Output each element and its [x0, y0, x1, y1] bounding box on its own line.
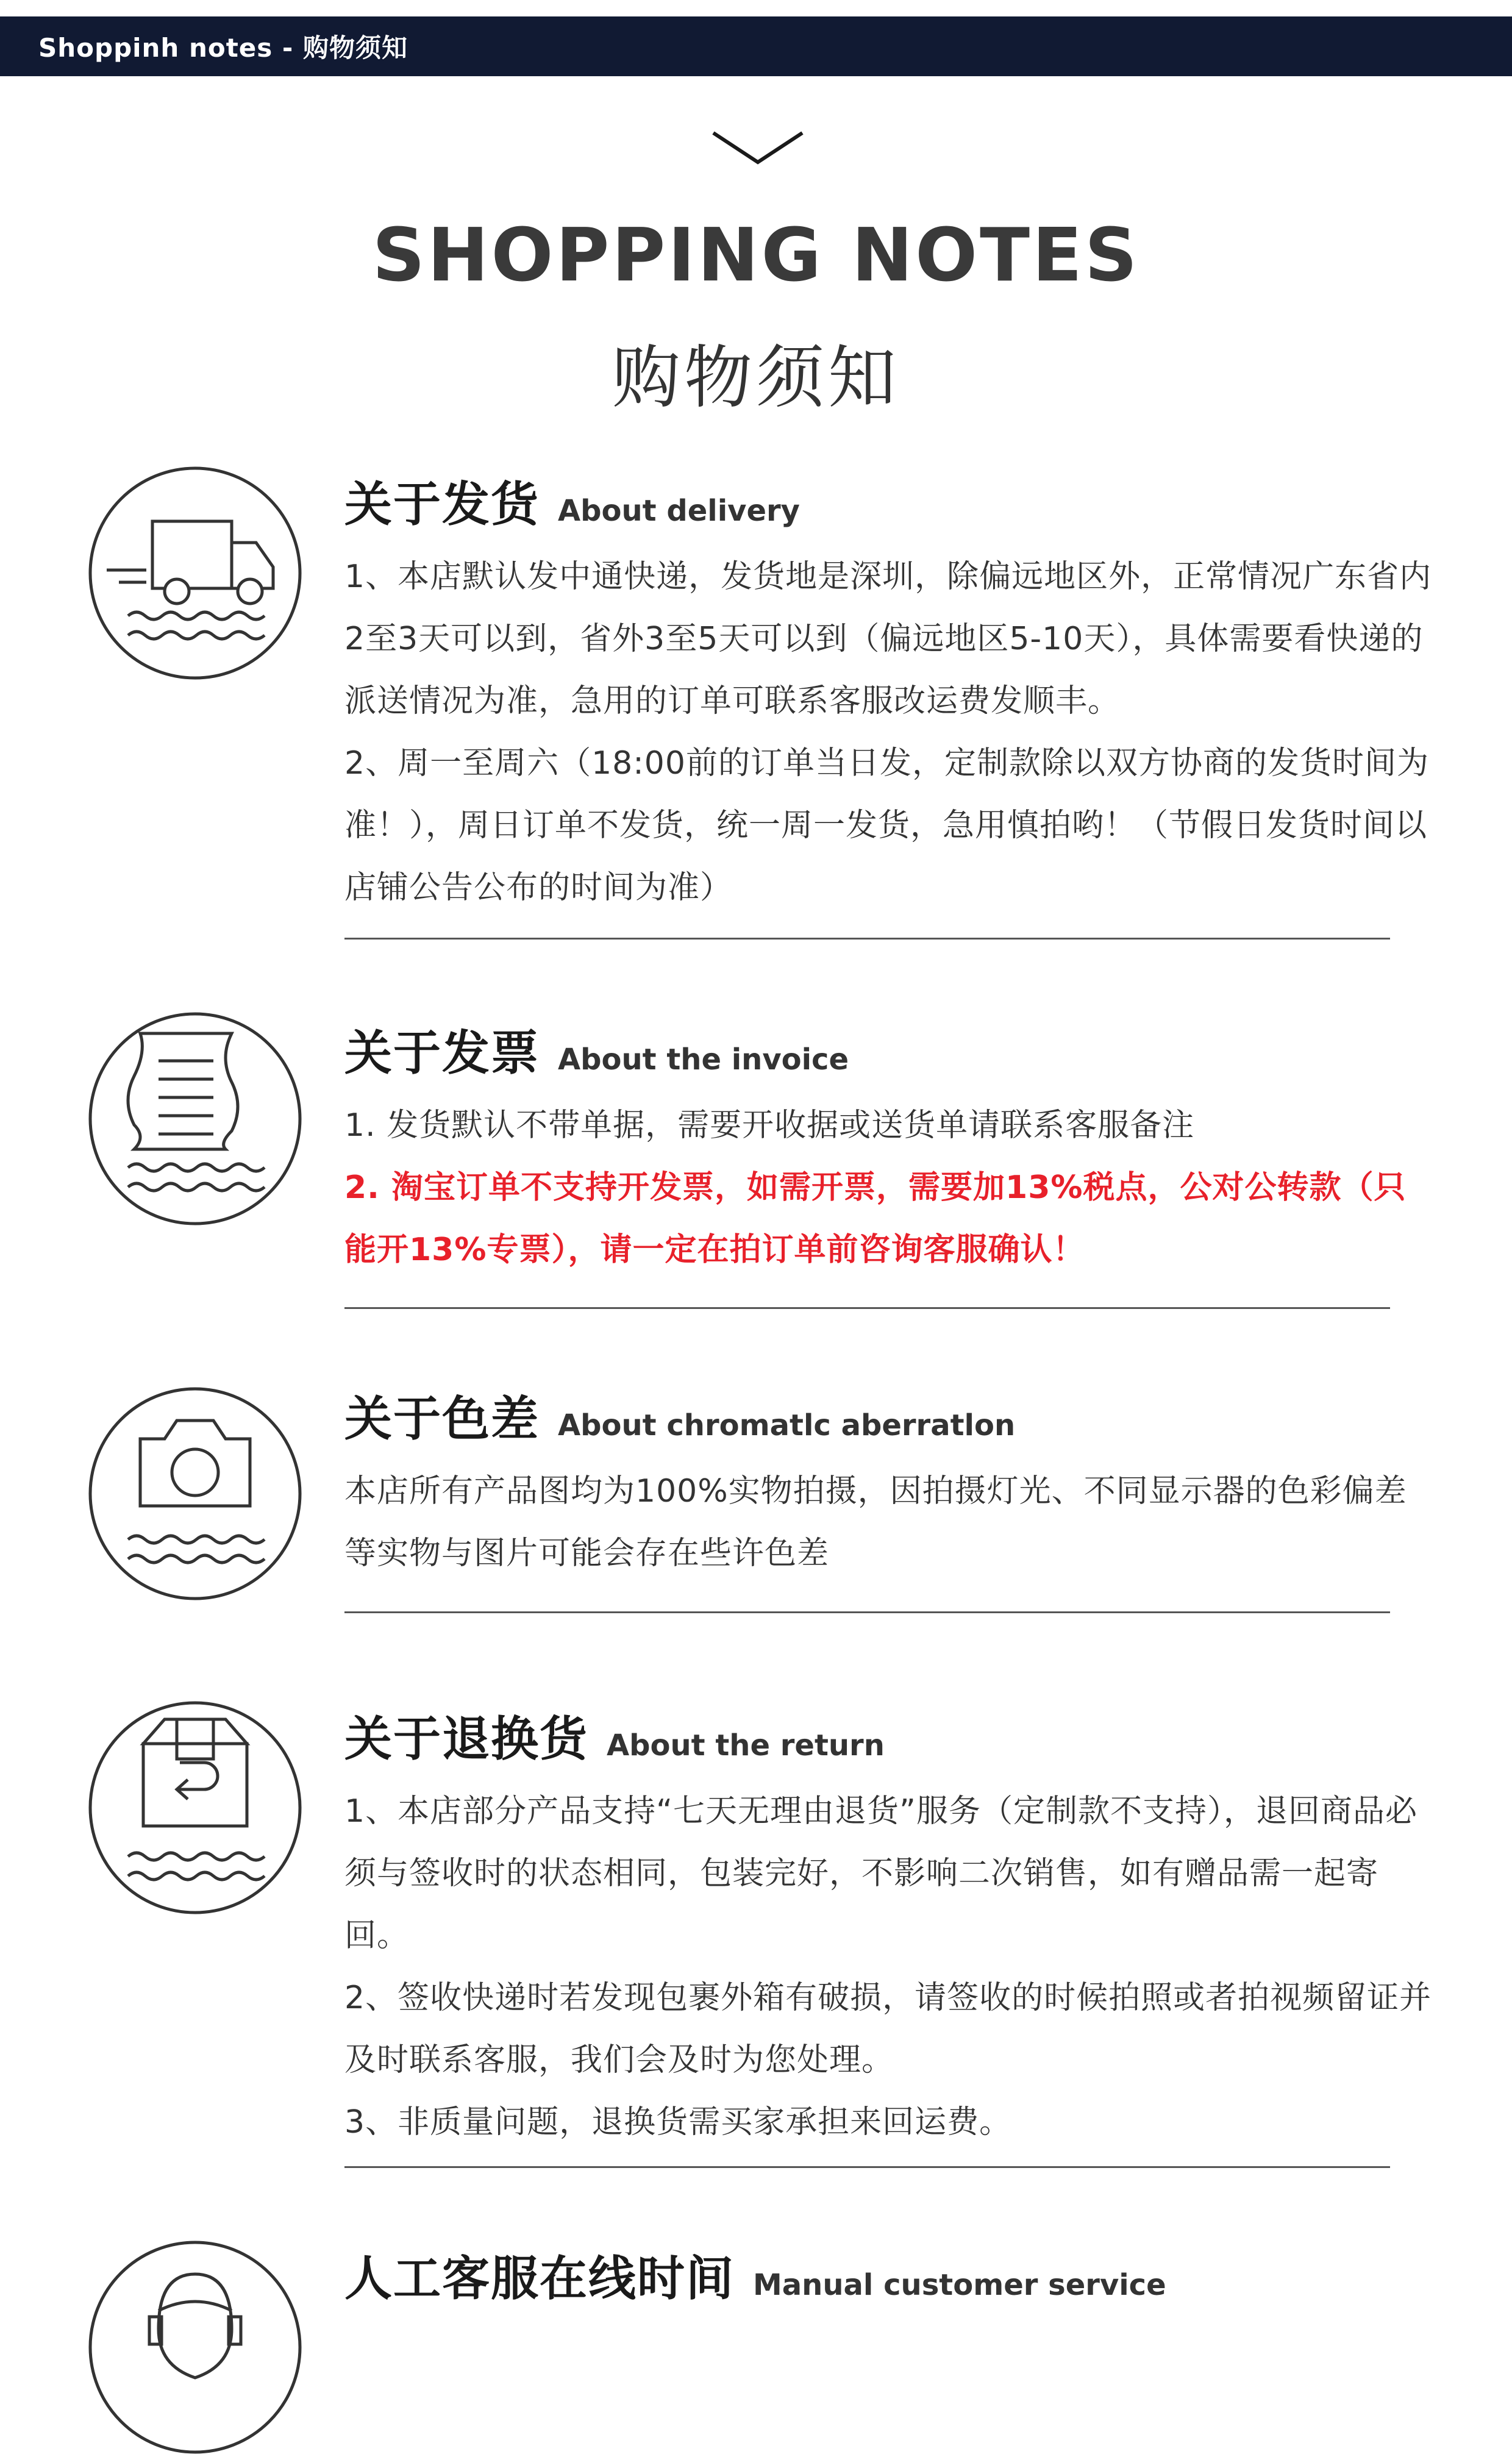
- section-title-en: Manual customer service: [753, 2268, 1166, 2302]
- section-title-cn: 关于色差: [344, 1392, 540, 1447]
- section-title-cn: 关于发票: [344, 1026, 540, 1081]
- section-title-en: About the return: [607, 1728, 885, 1763]
- section-title-en: About delivery: [558, 494, 800, 528]
- section-title-cn: 关于退换货: [344, 1712, 589, 1767]
- section-color: [344, 1381, 1436, 1585]
- paragraph: 本店所有产品图均为100%实物拍摄，因拍摄灯光、不同显示器的色彩偏差等实物与图片可能会存在些许色差: [344, 1473, 1407, 1572]
- page-title: SHOPPING NOTES: [372, 213, 1140, 298]
- chevron-down-icon: [712, 129, 804, 166]
- paragraph-highlight: 2. 淘宝订单不支持开发票，如需开票，需要加13%税点，公对公转款（只能开13%专票），请一定在拍订单前咨询客服确认！: [344, 1169, 1407, 1268]
- paragraph: 1. 发货默认不带单据，需要开收据或送货单请联系客服备注: [344, 1107, 1195, 1144]
- section-divider: [344, 1307, 1390, 1309]
- customer-service-icon: [85, 2238, 305, 2457]
- section-title-en: About the invoice: [558, 1043, 849, 1077]
- section-title-cn: 关于发货: [344, 477, 540, 532]
- paragraph: 1、本店默认发中通快递，发货地是深圳，除偏远地区外，正常情况广东省内2至3天可以到，省外3至5天可以到（偏远地区5-10天），具体需要看快递的派送情况为准，急用的订单可联系客服改运费发顺丰。: [344, 558, 1432, 719]
- section-divider: [344, 938, 1390, 940]
- paragraph: 3、非质量问题，退换货需买家承担来回运费。: [344, 2104, 1012, 2141]
- paragraph: 2、签收快递时若发现包裹外箱有破损，请签收的时候拍照或者拍视频留证并及时联系客服，我们会及时为您处理。: [344, 1980, 1432, 2078]
- return-box-icon: [85, 1698, 305, 1917]
- section-title-cn: 人工客服在线时间: [344, 2252, 735, 2306]
- top-banner: [0, 16, 1512, 76]
- delivery-truck-icon: [85, 463, 305, 683]
- section-return: [344, 1701, 1436, 2153]
- section-divider: [344, 1611, 1390, 1613]
- page-subtitle: 购物须知: [612, 338, 900, 418]
- paragraph: 2、周一至周六（18:00前的订单当日发，定制款除以双方协商的发货时间为准！），周日订单不发货，统一周一发货，急用慎拍哟！（节假日发货时间以店铺公告公布的时间为准）: [344, 745, 1429, 906]
- camera-icon: [85, 1384, 305, 1603]
- section-title-en: About chromatlc aberratlon: [558, 1408, 1016, 1442]
- section-service: [344, 2241, 1436, 2309]
- section-divider: [344, 2166, 1390, 2168]
- section-delivery: [344, 466, 1436, 919]
- paragraph: 1、本店部分产品支持“七天无理由退货”服务（定制款不支持），退回商品必须与签收时的状态相同，包装完好，不影响二次销售，如有赠品需一起寄回。: [344, 1793, 1417, 1954]
- invoice-receipt-icon: [85, 1009, 305, 1228]
- banner-title: Shoppinh notes - 购物须知: [38, 33, 408, 63]
- section-invoice: [344, 1015, 1436, 1281]
